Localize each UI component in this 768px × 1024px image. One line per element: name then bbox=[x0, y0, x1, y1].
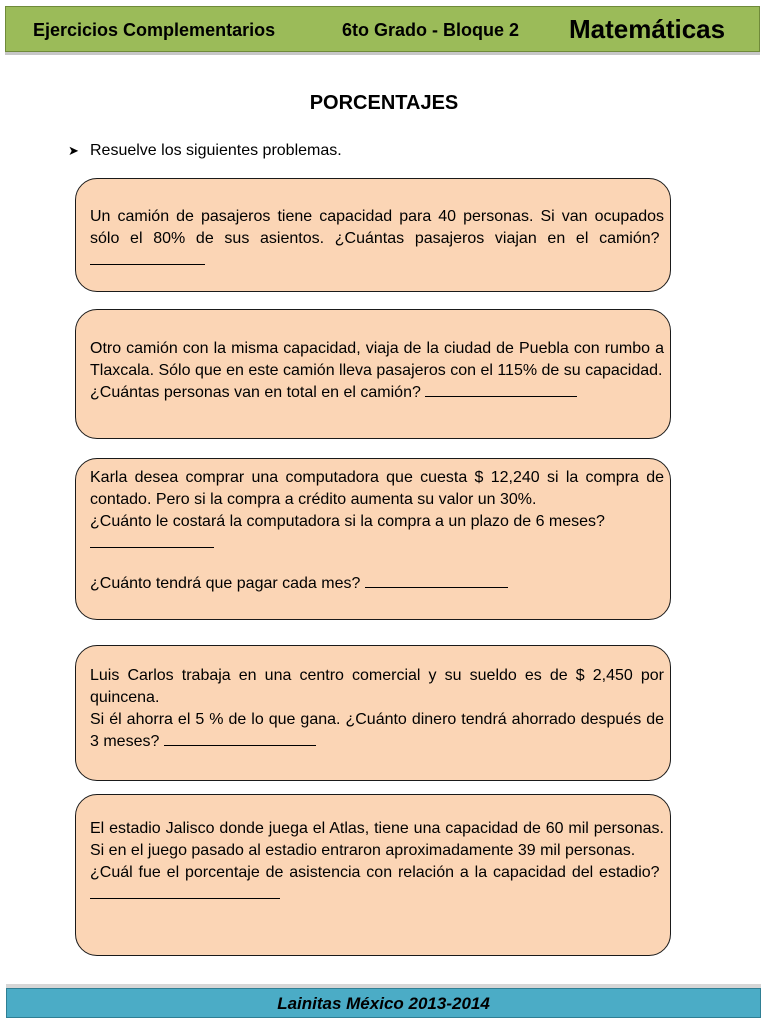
instruction bbox=[68, 142, 342, 160]
problem-box-4 bbox=[75, 645, 671, 781]
header-banner bbox=[5, 6, 760, 52]
header-course: Matemáticas bbox=[569, 14, 726, 44]
problem-3-question-2: ¿Cuánto tendrá que pagar cada mes? bbox=[90, 575, 361, 592]
footer-banner bbox=[6, 988, 761, 1018]
problem-box-3 bbox=[75, 458, 671, 620]
header-subject: Ejercicios Complementarios bbox=[33, 20, 276, 40]
answer-line[interactable] bbox=[425, 382, 577, 397]
problem-box-5 bbox=[75, 794, 671, 956]
problem-3-text: Karla desea comprar una computadora que cuesta $ 12,240 si la compra de contado. Pero si la compra a crédito aumenta su valor un 30%. bbox=[90, 469, 664, 508]
problem-1-text: Un camión de pasajeros tiene capacidad para 40 personas. Si van ocupados sólo el 80% de sus asientos. ¿Cuántas pasajeros viajan en el camión? bbox=[90, 208, 664, 247]
problem-3-question: ¿Cuánto le costará la computadora si la compra a un plazo de 6 meses? bbox=[90, 513, 605, 530]
problem-5-text: El estadio Jalisco donde juega el Atlas, tiene una capacidad de 60 mil personas. Si en el juego pasado al estadio entraron aproximadamente 39 mil personas. bbox=[90, 820, 664, 859]
problem-4-question: Si él ahorra el 5 % de lo que gana. ¿Cuánto dinero tendrá ahorrado después de 3 meses? bbox=[90, 711, 664, 750]
problem-4-text: Luis Carlos trabaja en una centro comercial y su sueldo es de $ 2,450 por quincena. bbox=[90, 667, 664, 706]
problem-5-question: ¿Cuál fue el porcentaje de asistencia con relación a la capacidad del estadio? bbox=[90, 864, 660, 881]
problem-box-2 bbox=[75, 309, 671, 439]
header-grade: 6to Grado - Bloque 2 bbox=[342, 20, 520, 40]
footer-text: Lainitas México 2013-2014 bbox=[277, 994, 490, 1013]
problem-2-question: ¿Cuántas personas van en total en el camión? bbox=[90, 384, 421, 401]
instruction-text: Resuelve los siguientes problemas. bbox=[90, 142, 342, 159]
answer-line[interactable] bbox=[365, 573, 508, 588]
problem-2-text: Otro camión con la misma capacidad, viaja de la ciudad de Puebla con rumbo a Tlaxcala. Sólo que en este camión lleva pasajeros con el 115% de su capacidad. bbox=[90, 340, 664, 379]
problem-box-1 bbox=[75, 178, 671, 292]
answer-line[interactable] bbox=[164, 731, 316, 746]
answer-line[interactable] bbox=[90, 250, 205, 265]
page-title: PORCENTAJES bbox=[309, 92, 459, 114]
arrow-right-icon: ➤ bbox=[68, 143, 79, 158]
answer-line[interactable] bbox=[90, 884, 280, 899]
answer-line[interactable] bbox=[90, 533, 214, 548]
